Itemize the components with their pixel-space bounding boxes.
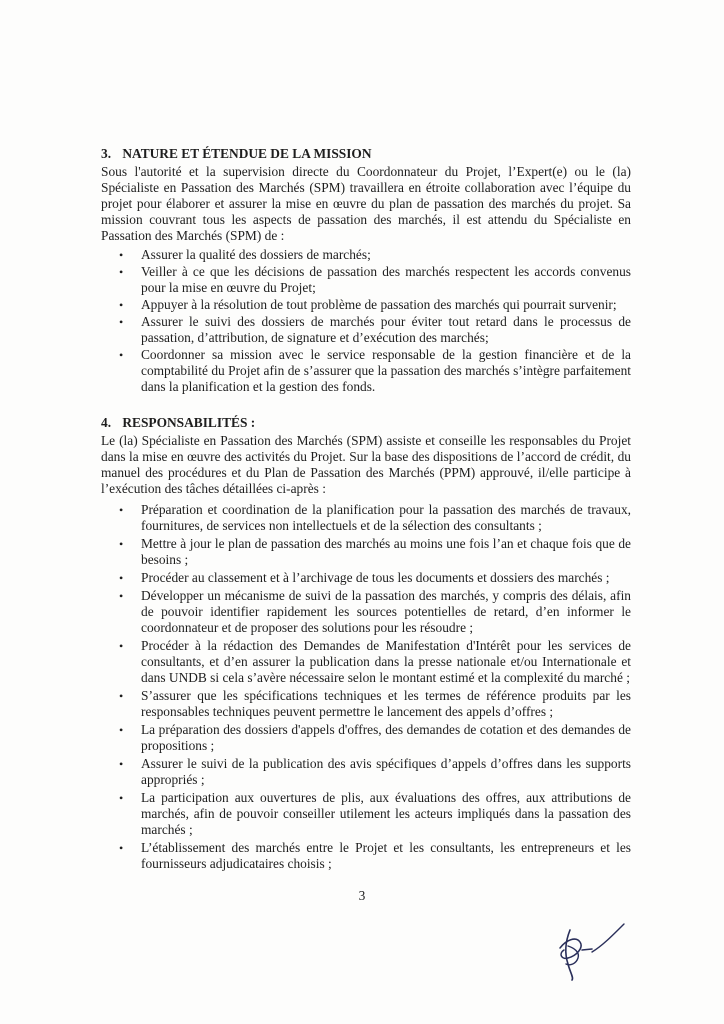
bullet-icon: • [119,723,124,737]
bullet-icon: • [119,791,124,805]
list-item: • Procéder au classement et à l’archivage de tous les documents et dossiers des marchés ; [119,570,610,585]
list-item: • Assurer le suivi de la publication des avis spécifiques d’appels d’offres dans les supports appropriés ; [119,756,631,787]
bullet-icon: • [119,639,124,653]
bullet-icon: • [119,757,124,771]
section-3-heading [101,146,631,162]
list-item: • La participation aux ouvertures de plis, aux évaluations des offres, aux attributions de marchés, afin de pouvoir conseiller utilement les acteurs impliqués dans la passation des marchés ; [119,790,631,837]
bullet-icon: • [119,571,124,585]
bullet-icon: • [119,348,124,362]
section-4-heading [101,415,631,431]
section-3-intro: Sous l'autorité et la supervision directe du Coordonnateur du Projet, l’Expert(e) ou le (la) Spécialiste en Passation des Marchés (SPM) travaillera en étroite collaboration avec l’équipe du projet pour élaborer et assurer la mise en œuvre du plan de passation des marchés du projet. Sa mission couvrant tous les aspects de passation des marchés, il est attendu du Spécialiste en Passation des Marchés (SPM) de : [101,164,631,243]
section-4-number: 4. [101,415,112,430]
list-item: • Procéder à la rédaction des Demandes de Manifestation d'Intérêt pour les services de consultants, et d’en assurer la publication dans la presse nationale et/ou Internationale et dans UNDB si cela s’avère nécessaire selon le montant estimé et la complexité du marché ; [119,638,631,685]
list-item: • Préparation et coordination de la planification pour la passation des marchés de travaux, fournitures, de services non intellectuels et de la sélection des consultants ; [119,502,631,533]
bullet-icon: • [119,503,124,517]
bullet-icon: • [119,298,124,312]
handwritten-signature [548,918,633,983]
list-item: • La préparation des dossiers d'appels d'offres, des demandes de cotation et des demandes de propositions ; [119,722,631,753]
list-item: • Coordonner sa mission avec le service responsable de la gestion financière et de la comptabilité du Projet afin de s’assurer que la passation des marchés s’intègre parfaitement dans la planification et la gestion des fonds. [119,347,631,394]
list-item: • Mettre à jour le plan de passation des marchés au moins une fois l’an et chaque fois que de besoins ; [119,536,631,567]
list-item: • Développer un mécanisme de suivi de la passation des marchés, y compris des délais, afin de pouvoir identifier rapidement les sources potentielles de retard, d’en informer le coordonnateur et de proposer des solutions pour les résoudre ; [119,588,631,635]
bullet-icon: • [119,248,124,262]
section-nature-mission [101,146,631,395]
list-item: • L’établissement des marchés entre le Projet et les consultants, les entrepreneurs et les fournisseurs adjudicataires choisis ; [119,840,631,871]
section-4-title: RESPONSABILITÉS : [122,415,256,430]
section-3-title: NATURE ET ÉTENDUE DE LA MISSION [122,146,372,161]
list-item: • Veiller à ce que les décisions de passation des marchés respectent les accords convenus pour la mise en œuvre du Projet; [119,264,631,295]
bullet-icon: • [119,689,124,703]
section-4-list [101,502,631,872]
page-content [101,146,631,874]
list-item: • S’assurer que les spécifications techniques et les termes de référence produits par les responsables techniques peuvent permettre le lancement des appels d’offres ; [119,688,631,719]
list-item: • Assurer le suivi des dossiers de marchés pour éviter tout retard dans le processus de passation, d’attribution, de signature et d’exécution des marchés; [119,314,631,345]
bullet-icon: • [119,841,124,855]
section-4-intro: Le (la) Spécialiste en Passation des Marchés (SPM) assiste et conseille les responsables du Projet dans la mise en œuvre des activités du Projet. Sur la base des dispositions de l’accord de crédit, du manuel des procédures et du Plan de Passation des Marchés (PPM) approuvé, il/elle participe à l’exécution des tâches détaillées ci-après : [101,433,631,496]
bullet-icon: • [119,537,124,551]
list-item: • Appuyer à la résolution de tout problème de passation des marchés qui pourrait survenir; [119,297,617,312]
section-responsabilites [101,415,631,872]
list-item: • Assurer la qualité des dossiers de marchés; [119,247,371,262]
bullet-icon: • [119,265,124,279]
section-3-number: 3. [101,146,112,161]
section-3-list [101,247,631,395]
page-number: 3 [358,888,366,903]
bullet-icon: • [119,315,124,329]
bullet-icon: • [119,589,124,603]
